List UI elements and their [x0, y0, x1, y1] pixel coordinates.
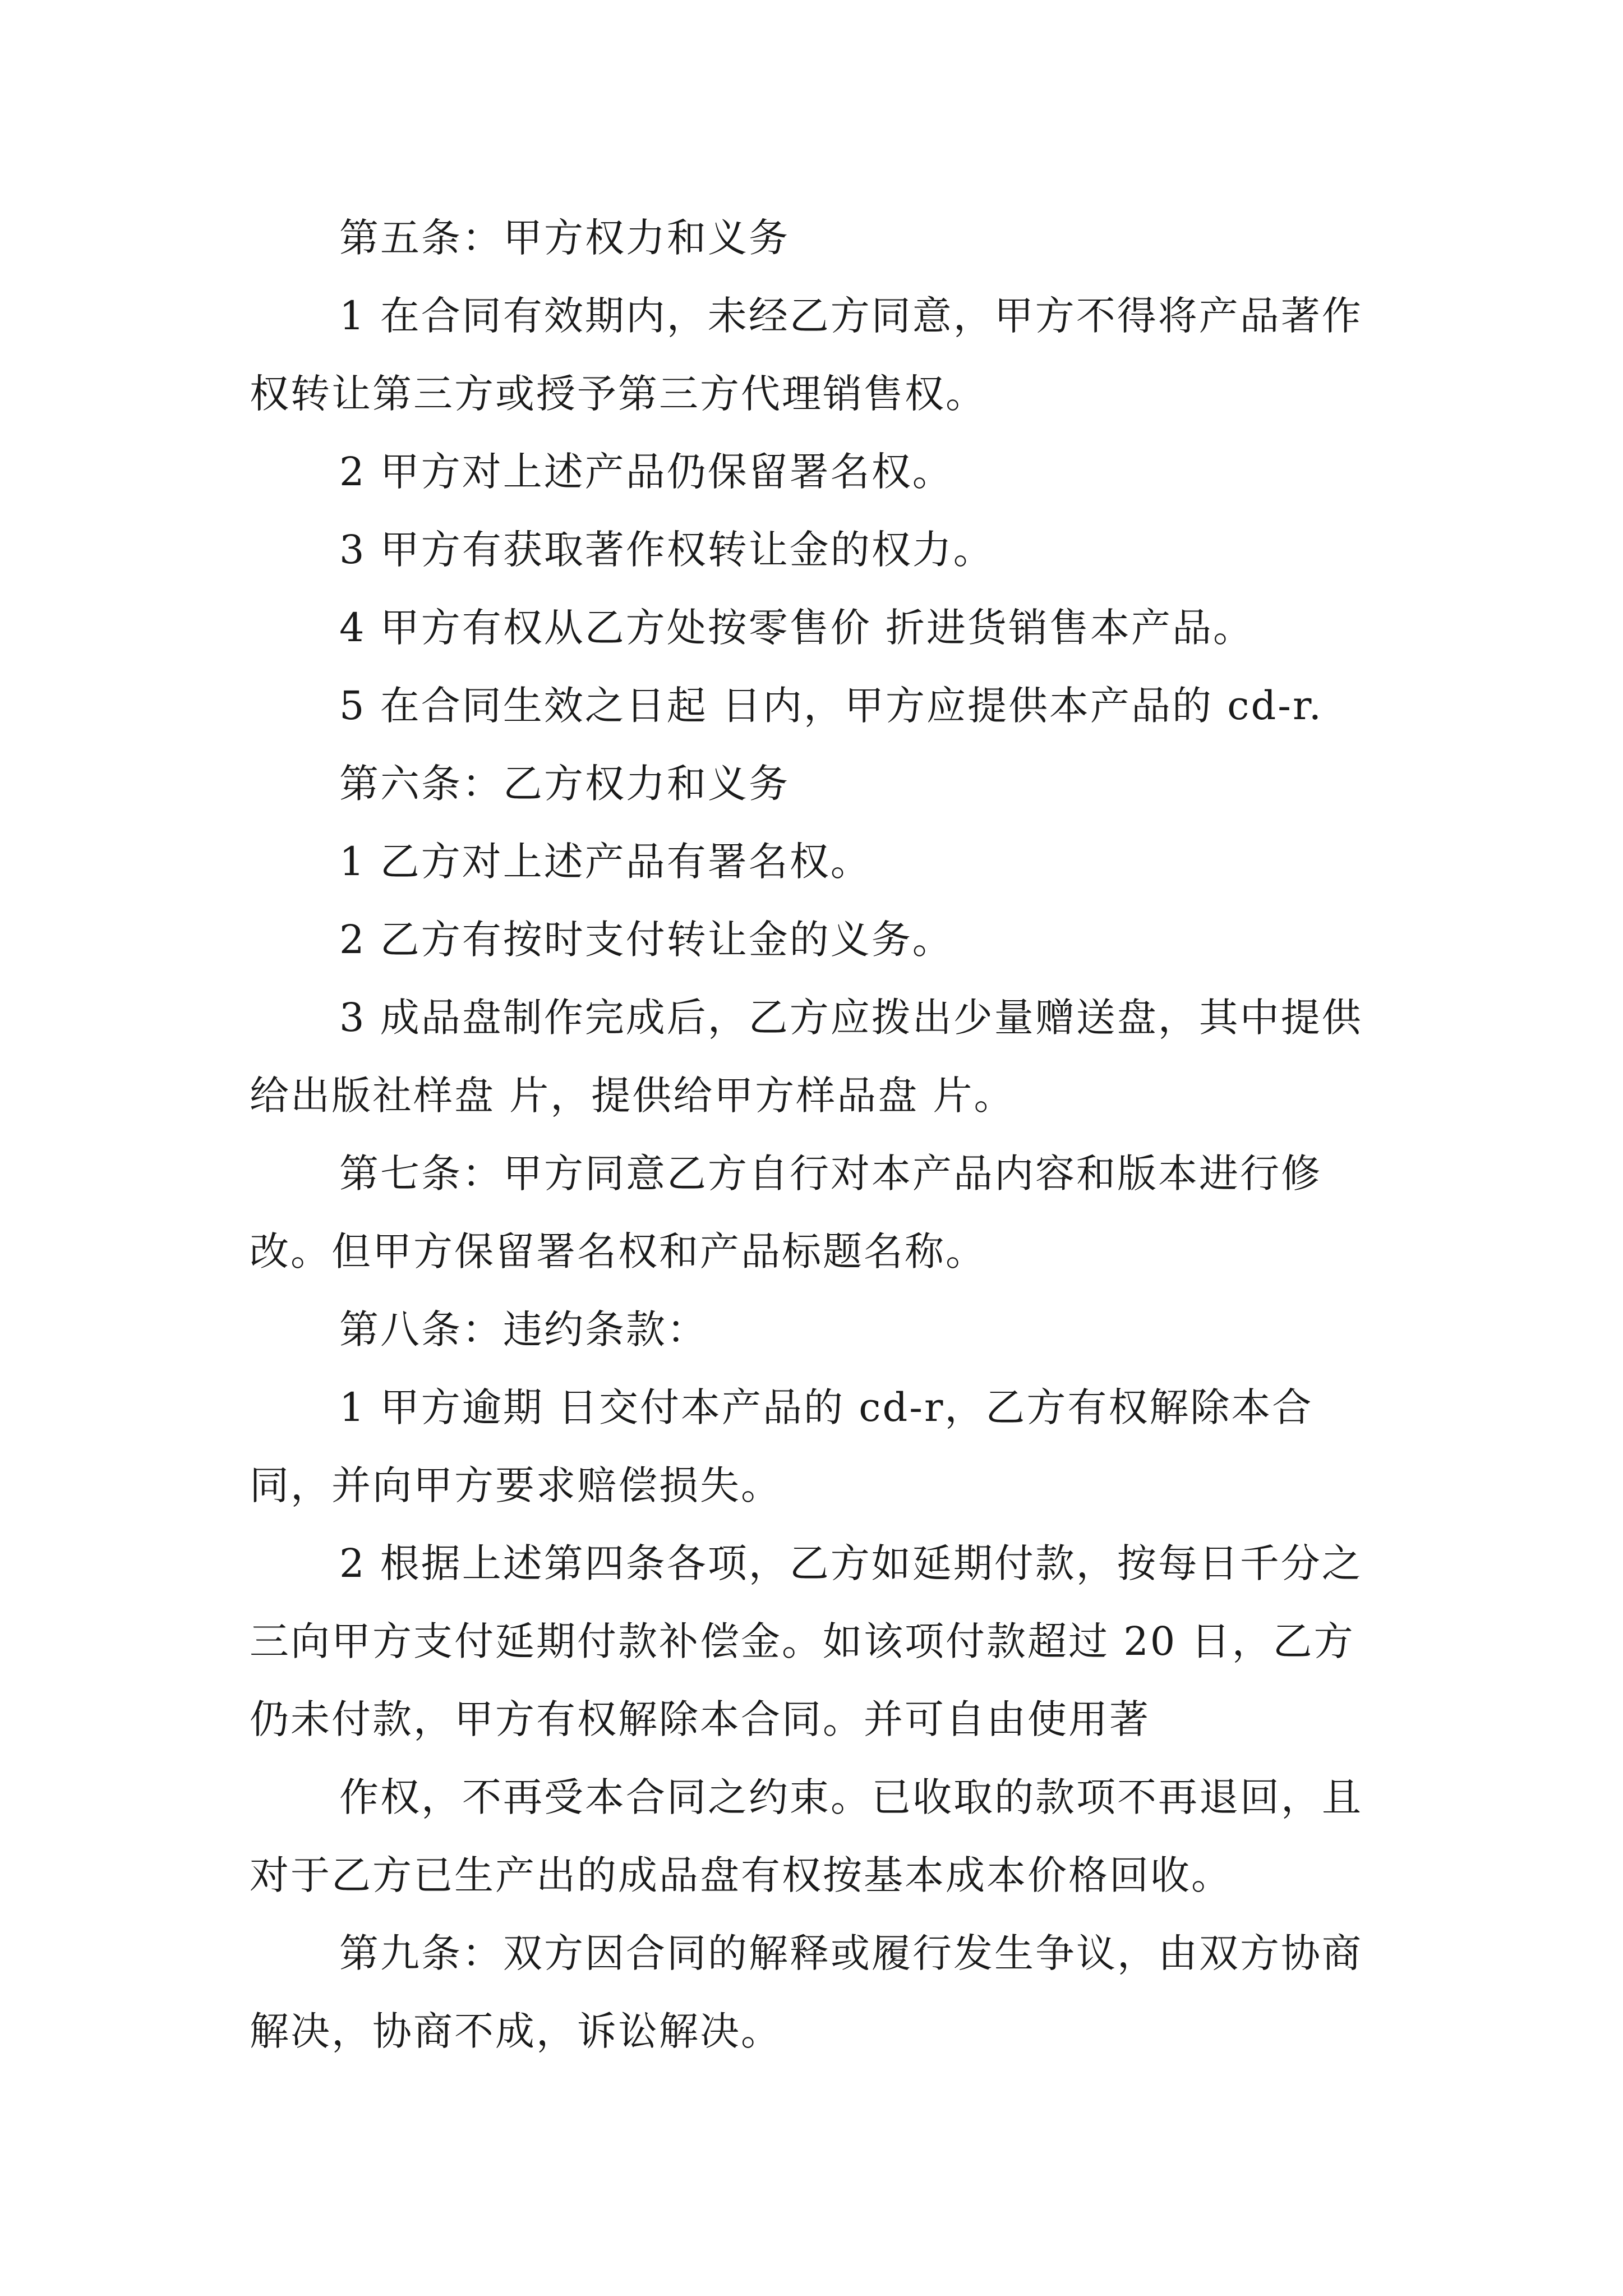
article-5-item-1: 1 在合同有效期内，未经乙方同意，甲方不得将产品著作权转让第三方或授予第三方代理销售权。 — [250, 293, 1363, 417]
article-6-item-1: 1 乙方对上述产品有署名权。 — [339, 839, 872, 885]
article-8-item-2-continued: 作权，不再受本合同之约束。已收取的款项不再退回，且对于乙方已生产出的成品盘有权按基本成本价格回收。 — [250, 1774, 1363, 1898]
article-8-heading: 第八条：违约条款： — [339, 1306, 708, 1352]
article-5-item-3: 3 甲方有获取著作权转让金的权力。 — [339, 527, 994, 573]
article-5-heading: 第五条：甲方权力和义务 — [339, 215, 790, 261]
article-6-item-3: 3 成品盘制作完成后，乙方应拨出少量赠送盘，其中提供给出版社样盘 片，提供给甲方样品盘 片。 — [250, 995, 1363, 1119]
article-8-item-2: 2 根据上述第四条各项，乙方如延期付款，按每日千分之三向甲方支付延期付款补偿金。如该项付款超过 20 日，乙方仍未付款，甲方有权解除本合同。并可自由使用著 — [250, 1540, 1363, 1742]
article-7: 第七条：甲方同意乙方自行对本产品内容和版本进行修改。但甲方保留署名权和产品标题名称。 — [250, 1151, 1322, 1274]
article-5-item-2: 2 甲方对上述产品仍保留署名权。 — [339, 449, 953, 495]
article-9: 第九条：双方因合同的解释或履行发生争议，由双方协商解决，协商不成，诉讼解决。 — [250, 1930, 1363, 2054]
contract-body — [250, 199, 1388, 2070]
article-6-item-2: 2 乙方有按时支付转让金的义务。 — [339, 917, 953, 963]
article-5-item-5: 5 在合同生效之日起 日内，甲方应提供本产品的 cd-r. — [339, 683, 1323, 729]
article-6-heading: 第六条：乙方权力和义务 — [339, 761, 790, 807]
article-5-item-4: 4 甲方有权从乙方处按零售价 折进货销售本产品。 — [339, 605, 1255, 651]
article-8-item-1: 1 甲方逾期 日交付本产品的 cd-r，乙方有权解除本合同，并向甲方要求赔偿损失。 — [250, 1384, 1313, 1508]
